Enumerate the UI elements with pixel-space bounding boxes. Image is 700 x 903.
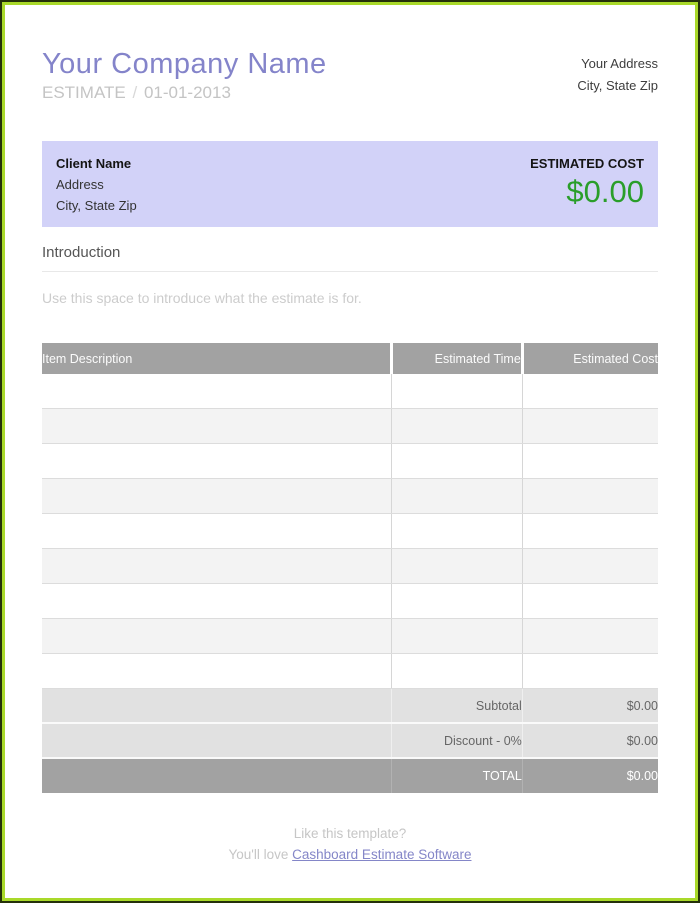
estimated-time-cell xyxy=(391,549,522,584)
item-row xyxy=(42,584,658,619)
line-items-table xyxy=(42,343,658,793)
discount-value: $0.00 xyxy=(522,723,658,758)
discount-label: Discount - 0% xyxy=(391,723,522,758)
item-row xyxy=(42,444,658,479)
item-description-cell xyxy=(42,654,391,689)
item-description-cell xyxy=(42,549,391,584)
company-block xyxy=(42,48,327,103)
estimated-time-cell xyxy=(391,514,522,549)
total-spacer-cell xyxy=(42,758,391,793)
subtitle-separator: / xyxy=(132,83,138,102)
subtotal-spacer-cell xyxy=(42,689,391,724)
item-row xyxy=(42,619,658,654)
cashboard-software-link[interactable]: Cashboard Estimate Software xyxy=(292,847,472,862)
company-name: Your Company Name xyxy=(42,48,327,80)
estimated-cost-cell xyxy=(522,549,658,584)
item-description-cell xyxy=(42,409,391,444)
estimated-cost-cell xyxy=(522,514,658,549)
item-description-cell xyxy=(42,479,391,514)
item-description-cell xyxy=(42,374,391,409)
estimated-cost-cell xyxy=(522,619,658,654)
document-subtitle xyxy=(42,83,327,103)
estimated-time-cell xyxy=(391,479,522,514)
footer-line1: Like this template? xyxy=(293,826,407,841)
subtotal-label: Subtotal xyxy=(391,689,522,724)
introduction-heading: Introduction xyxy=(42,244,121,261)
summary-rows xyxy=(42,689,658,794)
column-header-estimated-time: Estimated Time xyxy=(391,343,522,374)
item-description-cell xyxy=(42,619,391,654)
total-row xyxy=(42,758,658,793)
client-name: Client Name xyxy=(56,156,132,171)
footer-line2 xyxy=(42,844,658,865)
document-date: 01-01-2013 xyxy=(143,83,231,102)
subtotal-row xyxy=(42,689,658,724)
section-divider xyxy=(42,271,658,272)
discount-row xyxy=(42,723,658,758)
estimated-cost-block xyxy=(530,153,644,215)
estimated-time-cell xyxy=(391,619,522,654)
footer-line2-prefix: You'll love xyxy=(228,847,293,862)
client-info xyxy=(56,153,137,215)
client-city-state-zip: City, State Zip xyxy=(56,198,137,213)
estimated-time-cell xyxy=(391,654,522,689)
estimated-cost-cell xyxy=(522,409,658,444)
item-description-cell xyxy=(42,584,391,619)
document-type: ESTIMATE xyxy=(42,83,126,102)
estimated-cost-cell xyxy=(522,444,658,479)
page-frame xyxy=(2,2,698,901)
table-header-row xyxy=(42,343,658,374)
company-address-line2: City, State Zip xyxy=(577,78,658,93)
item-row xyxy=(42,549,658,584)
item-row xyxy=(42,514,658,549)
estimated-cost-value: $0.00 xyxy=(566,174,644,209)
estimated-time-cell xyxy=(391,584,522,619)
estimated-time-cell xyxy=(391,444,522,479)
item-row xyxy=(42,374,658,409)
estimated-cost-label: ESTIMATED COST xyxy=(530,156,644,171)
total-label: TOTAL xyxy=(391,758,522,793)
discount-spacer-cell xyxy=(42,723,391,758)
item-row xyxy=(42,479,658,514)
item-description-cell xyxy=(42,514,391,549)
estimated-time-cell xyxy=(391,374,522,409)
column-header-estimated-cost: Estimated Cost xyxy=(522,343,658,374)
company-address xyxy=(577,48,658,103)
introduction-placeholder: Use this space to introduce what the estimate is for. xyxy=(42,290,362,306)
item-row xyxy=(42,409,658,444)
column-header-item-description: Item Description xyxy=(42,343,391,374)
item-description-cell xyxy=(42,444,391,479)
page-footer xyxy=(42,823,658,865)
client-address: Address xyxy=(56,177,104,192)
subtotal-value: $0.00 xyxy=(522,689,658,724)
item-rows xyxy=(42,374,658,689)
item-row xyxy=(42,654,658,689)
company-address-line1: Your Address xyxy=(581,56,658,71)
client-banner xyxy=(42,141,658,227)
page-header xyxy=(42,48,658,103)
estimated-cost-cell xyxy=(522,584,658,619)
estimated-cost-cell xyxy=(522,479,658,514)
total-value: $0.00 xyxy=(522,758,658,793)
estimated-cost-cell xyxy=(522,654,658,689)
estimated-cost-cell xyxy=(522,374,658,409)
estimated-time-cell xyxy=(391,409,522,444)
